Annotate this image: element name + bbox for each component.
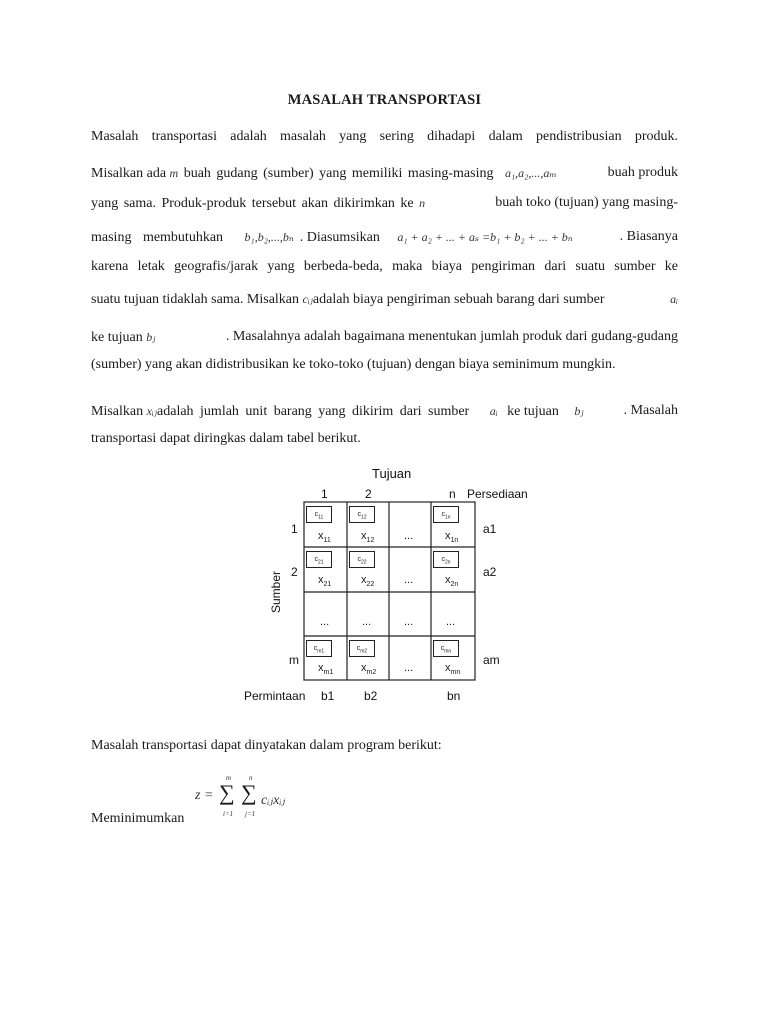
col-label-1: 1 <box>321 487 328 501</box>
math-xij: xᵢⱼ <box>146 404 158 418</box>
formula-term: cᵢⱼxᵢⱼ <box>261 793 286 808</box>
sigma-2: ∑ <box>241 780 257 805</box>
page-title: MASALAH TRANSPORTASI <box>287 92 482 108</box>
math-supply-list: a₁,a₂,...,aₘ <box>504 166 557 180</box>
paragraph-1-line-5: karena letak geografis/jarak yang berbeda-beda, maka biaya pengiriman dari suatu sumber ke <box>91 259 678 274</box>
text-run: . Masalah <box>623 403 678 418</box>
cost-c1n: $c_{1n}$ <box>433 506 459 523</box>
text-run: buah produk <box>607 165 678 180</box>
math-bj: bⱼ <box>146 330 156 344</box>
row-label-2: 2 <box>291 565 298 579</box>
math-demand-list: b₁,b₂,...,bₙ <box>244 230 294 244</box>
text-run: ke tujuan <box>91 330 147 345</box>
col-label-n: n <box>449 487 456 501</box>
sigma-1: ∑ <box>219 780 235 805</box>
formula-lhs: z = <box>195 788 214 803</box>
sum1-bottom: i=1 <box>223 810 234 818</box>
dots-r3c4: ... <box>446 616 456 628</box>
cost-c2n: $c_{2n}$ <box>433 551 459 568</box>
dots-r4: ... <box>404 662 414 674</box>
cost-c22: $c_{22}$ <box>349 551 375 568</box>
var-xm1: $x_{m1}$ <box>318 662 334 677</box>
text-run: Misalkan ada <box>91 166 170 181</box>
math-m: m <box>169 166 179 180</box>
row-label-1: 1 <box>291 522 298 536</box>
supply-value: a1 <box>483 522 497 536</box>
text-run: . Biasanya <box>619 229 678 244</box>
var-x2n: $x_{2n}$ <box>445 574 459 589</box>
dots-r3c1: ... <box>320 616 330 628</box>
text-run: . Diasumsikan <box>299 230 384 245</box>
math-bj: bⱼ <box>574 404 584 418</box>
paragraph-1-line-1: Masalah transportasi adalah masalah yang sering dihadapi dalam pendistribusian produk. <box>91 129 678 144</box>
text-run: Misalkan <box>91 404 147 419</box>
math-ai: aᵢ <box>489 404 498 418</box>
text-run: adalah biaya pengiriman sebuah barang dari sumber <box>312 292 605 307</box>
cost-cm2: $c_{m2}$ <box>349 640 375 657</box>
var-x12: $x_{12}$ <box>361 530 375 545</box>
cost-c21: $c_{21}$ <box>306 551 332 568</box>
row-label-m: m <box>289 653 299 667</box>
paragraph-2-line-2: transportasi dapat diringkas dalam tabel berikut. <box>91 431 361 446</box>
var-x11: $x_{11}$ <box>318 530 331 545</box>
var-x22: $x_{22}$ <box>361 574 375 589</box>
var-xmn: $x_{mn}$ <box>445 662 461 677</box>
dots-r2: ... <box>404 574 414 586</box>
dots-r1: ... <box>404 530 414 542</box>
text-run: suatu tujuan tidaklah sama. Misalkan <box>91 292 303 307</box>
permintaan-label: Permintaan <box>244 689 306 703</box>
cost-cmn: $c_{mn}$ <box>433 640 459 657</box>
var-x1n: $x_{1n}$ <box>445 530 459 545</box>
demand-b1: b1 <box>321 689 335 703</box>
paragraph-1-line-8: (sumber) yang akan didistribusikan ke toko-toko (tujuan) dengan biaya seminimum mungkin. <box>91 357 616 372</box>
supply-value: a2 <box>483 565 497 579</box>
math-n: n <box>419 196 426 210</box>
math-ai: aᵢ <box>670 292 678 306</box>
minimize-label: Meminimumkan <box>91 811 185 826</box>
math-balance-equation: a₁ + a₂ + ... + aₛ =b₁ + b₂ + ... + bₙ <box>397 230 573 244</box>
supply-value: am <box>483 653 500 667</box>
sum2-top: n <box>249 774 253 782</box>
math-cij: cᵢⱼ <box>302 292 313 306</box>
sum1-top: m <box>226 774 232 782</box>
dots-r3c3: ... <box>404 616 414 628</box>
tujuan-header: Tujuan <box>372 466 412 481</box>
col-label-2: 2 <box>365 487 372 501</box>
persediaan-header: Persediaan <box>467 487 528 501</box>
demand-b2: b2 <box>364 689 378 703</box>
text-run: buah gudang (sumber) yang memiliki masing-masing <box>178 166 499 181</box>
paragraph-3-line-1: Masalah transportasi dapat dinyatakan dalam program berikut: <box>91 738 442 753</box>
text-run: adalah jumlah unit barang yang dikirim dari sumber <box>157 404 476 419</box>
text-run: . Masalahnya adalah bagaimana menentukan jumlah produk dari gudang-gudang <box>225 329 678 344</box>
cost-c12: $c_{12}$ <box>349 506 375 523</box>
sum2-bottom: j=1 <box>245 810 256 818</box>
cost-cm1: $c_{m1}$ <box>306 640 332 657</box>
dots-r3c2: ... <box>362 616 372 628</box>
demand-bn: bn <box>447 689 461 703</box>
sumber-label: Sumber <box>269 570 284 614</box>
var-xm2: $x_{m2}$ <box>361 662 377 677</box>
text-run: yang sama. Produk-produk tersebut akan dikirimkan ke <box>91 196 420 211</box>
var-x21: $x_{21}$ <box>318 574 332 589</box>
text-run: buah toko (tujuan) yang masing- <box>495 195 678 210</box>
text-run: masing membutuhkan <box>91 230 235 245</box>
text-run: ke tujuan <box>503 404 563 419</box>
cost-c11: $c_{11}$ <box>306 506 332 523</box>
